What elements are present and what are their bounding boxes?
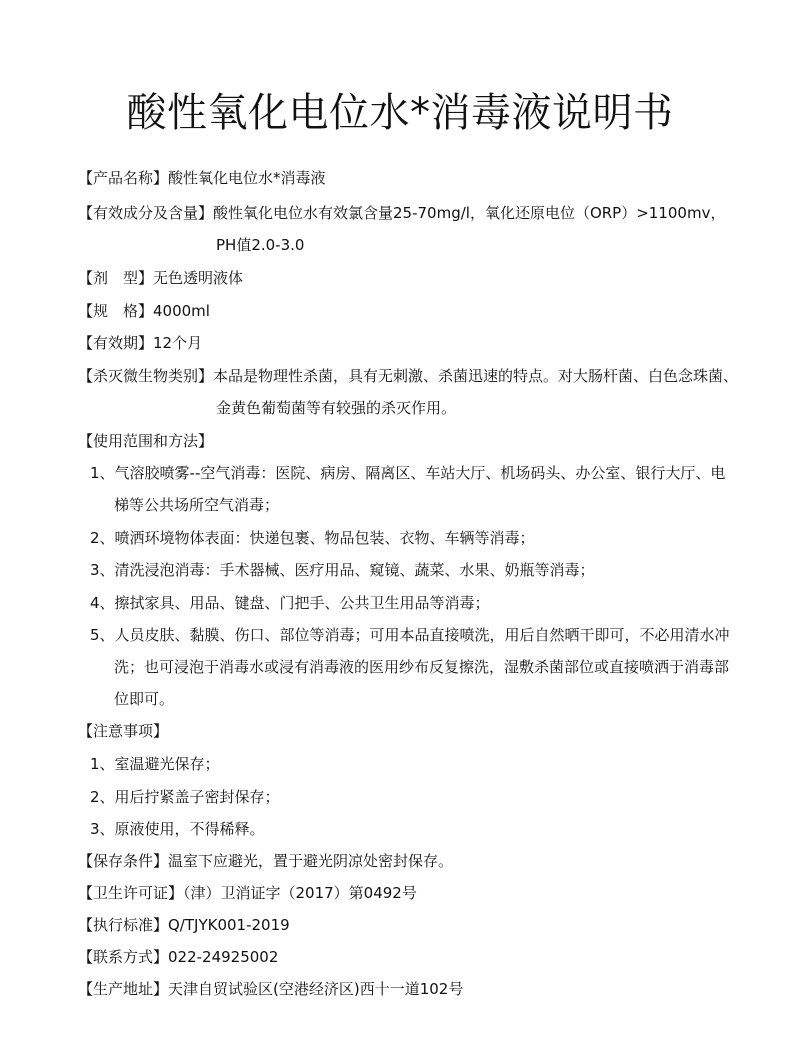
usage-item-4: 4、擦拭家具、用品、键盘、门把手、公共卫生用品等消毒； xyxy=(90,594,490,612)
microbe-category-line-continued: 金黄色葡萄菌等有较强的杀灭作用。 xyxy=(216,399,457,417)
specification-line: 【规 格】4000ml xyxy=(78,302,210,320)
microbe-category-line: 【杀灭微生物类别】本品是物理性杀菌，具有无刺激、杀菌迅速的特点。对大肠杆菌、白色念珠菌、 xyxy=(78,367,739,385)
product-name-line: 【产品名称】酸性氧化电位水*消毒液 xyxy=(78,169,326,187)
note-item-1: 1、室温避光保存； xyxy=(90,755,220,773)
validity-line: 【有效期】12个月 xyxy=(78,334,203,352)
standard-line: 【执行标准】Q/TJYK001-2019 xyxy=(78,916,290,934)
usage-item-5-continued-2: 位即可。 xyxy=(114,690,175,708)
dosage-form-line: 【剂 型】无色透明液体 xyxy=(78,269,244,287)
contact-line: 【联系方式】022-24925002 xyxy=(78,948,279,966)
usage-heading: 【使用范围和方法】 xyxy=(78,432,214,450)
storage-line: 【保存条件】温室下应避光，置于避光阴凉处密封保存。 xyxy=(78,852,454,870)
note-item-3: 3、原液使用，不得稀释。 xyxy=(90,820,265,838)
notes-heading: 【注意事项】 xyxy=(78,722,169,740)
ingredients-line-continued: PH值2.0-3.0 xyxy=(216,236,305,254)
address-line: 【生产地址】天津自贸试验区(空港经济区)西十一道102号 xyxy=(78,980,464,998)
usage-item-5: 5、人员皮肤、黏膜、伤口、部位等消毒；可用本品直接喷洗，用后自然晒干即可，不必用清水冲 xyxy=(90,626,730,644)
usage-item-1: 1、气溶胶喷雾--空气消毒：医院、病房、隔离区、车站大厅、机场码头、办公室、银行大厅、电 xyxy=(90,464,726,482)
usage-item-1-continued: 梯等公共场所空气消毒； xyxy=(114,496,280,514)
usage-item-2: 2、喷洒环境物体表面：快递包裹、物品包装、衣物、车辆等消毒； xyxy=(90,529,535,547)
document-title: 酸性氧化电位水*消毒液说明书 xyxy=(126,90,674,136)
usage-item-5-continued: 洗；也可浸泡于消毒水或浸有消毒液的医用纱布反复擦洗，湿敷杀菌部位或直接喷洒于消毒部 xyxy=(114,658,730,676)
ingredients-line: 【有效成分及含量】酸性氧化电位水有效氯含量25-70mg/l，氧化还原电位（ORP）>1100mv， xyxy=(78,204,726,222)
usage-item-3: 3、清洗浸泡消毒：手术器械、医疗用品、窥镜、蔬菜、水果、奶瓶等消毒； xyxy=(90,561,595,579)
note-item-2: 2、用后拧紧盖子密封保存； xyxy=(90,788,280,806)
license-line: 【卫生许可证】（津）卫消证字（2017）第0492号 xyxy=(78,884,417,902)
